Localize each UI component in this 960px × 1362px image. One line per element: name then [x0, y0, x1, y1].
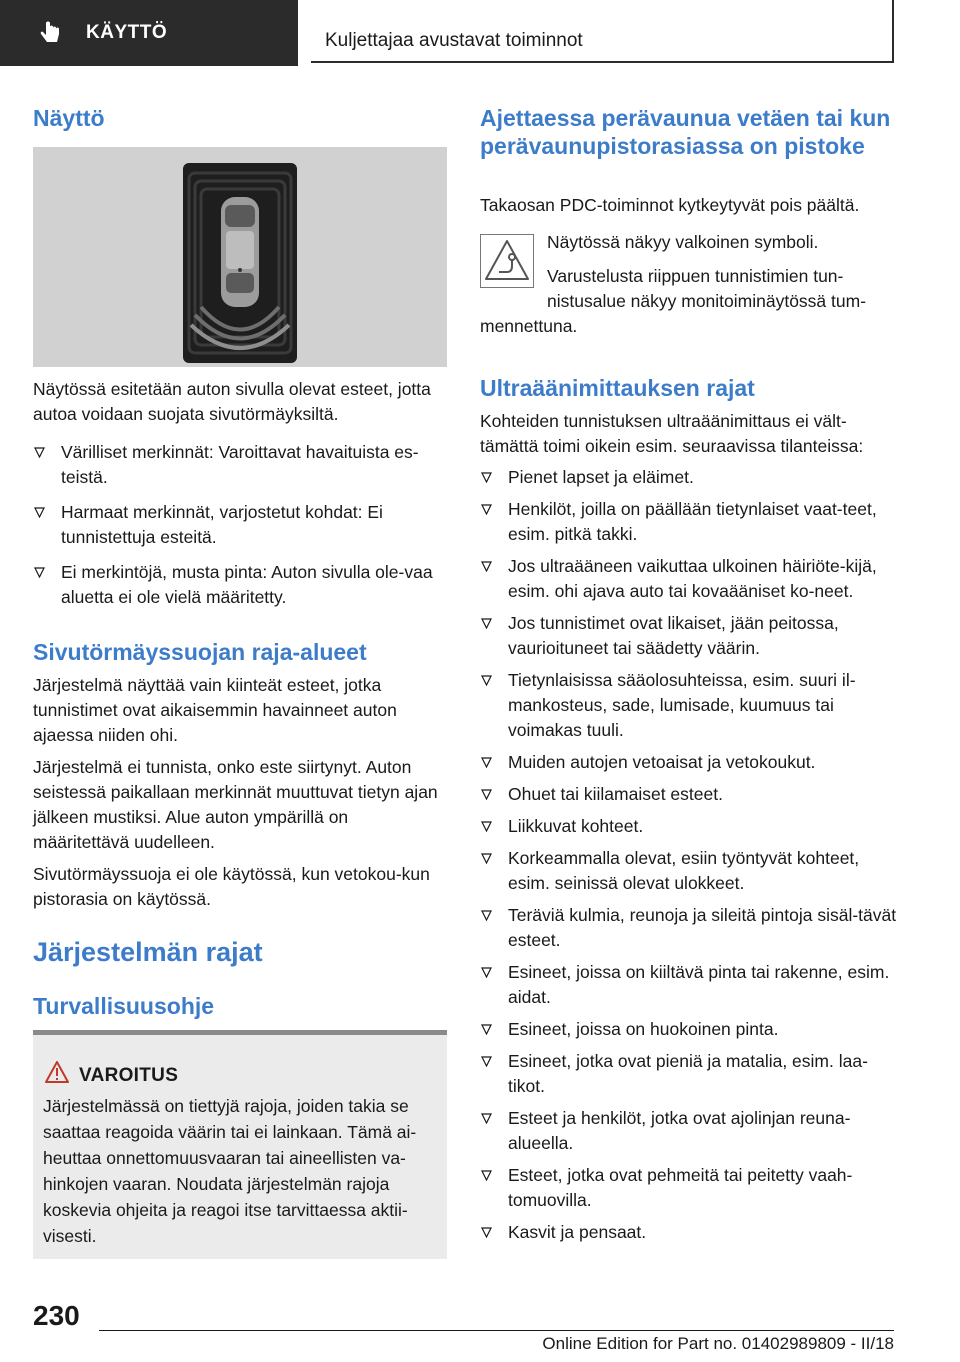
section-header	[0, 0, 298, 66]
list-item: Ohuet tai kiilamaiset esteet.	[480, 782, 900, 807]
chapter-header	[311, 0, 894, 63]
ultrasonic-intro: Kohteiden tunnistuksen ultraäänimittaus ei vält-tämättä toimi oikein esim. seuraavissa tilanteissa:	[480, 411, 864, 456]
footer-divider	[99, 1330, 894, 1331]
list-item: Kasvit ja pensaat.	[480, 1220, 900, 1245]
triangle-bullet-icon	[481, 757, 492, 768]
triangle-bullet-icon	[481, 561, 492, 572]
list-item: Esineet, joissa on huokoinen pinta.	[480, 1017, 900, 1042]
limits-paragraph-3: Sivutörmäyssuoja ei ole käytössä, kun vetokou-kun pistorasia on käytössä.	[33, 864, 430, 909]
triangle-bullet-icon	[481, 1113, 492, 1124]
heading-trailer: Ajettaessa perävaunua vetäen tai kun perävaunupistorasiassa on pistoke	[480, 105, 891, 159]
triangle-bullet-icon	[481, 853, 492, 864]
trailer-warning-icon	[481, 235, 533, 287]
heading-display: Näyttö	[33, 105, 105, 131]
warning-triangle-icon	[45, 1061, 69, 1083]
limits-paragraph-2: Järjestelmä ei tunnista, onko este siirtynyt. Auton seistessä paikallaan merkinnät muuttuvat tietyn ajan jälkeen mustiksi. Alue auton ympärillä on määritettävä uudelleen.	[33, 757, 438, 852]
list-item: Pienet lapset ja eläimet.	[480, 465, 900, 490]
limits-paragraph-1: Järjestelmä näyttää vain kiinteät esteet, jotka tunnistimet ovat aikaisemmin havainneet auton ajaessa niiden ohi.	[33, 675, 397, 745]
trailer-paragraph-1: Takaosan PDC-toiminnot kytkeytyvät pois päältä.	[480, 195, 860, 215]
footer-edition: Online Edition for Part no. 01402989809 - II/18	[542, 1334, 894, 1353]
triangle-bullet-icon	[34, 447, 45, 458]
list-item: Esineet, joissa on kiiltävä pinta tai rakenne, esim. aidat.	[480, 960, 900, 1010]
list-item: Värilliset merkinnät: Varoittavat havaituista es-teistä.	[33, 440, 447, 490]
trailer-paragraph-3-continued: mennettuna.	[480, 316, 578, 336]
triangle-bullet-icon	[481, 789, 492, 800]
page-number: 230	[33, 1300, 80, 1331]
section-title: KÄYTTÖ	[86, 22, 168, 43]
list-item: Muiden autojen vetoaisat ja vetokoukut.	[480, 750, 900, 775]
heading-safety: Turvallisuusohje	[33, 993, 215, 1019]
triangle-bullet-icon	[481, 1170, 492, 1181]
warning-box	[33, 1030, 447, 1259]
list-item: Liikkuvat kohteet.	[480, 814, 900, 839]
list-item: Teräviä kulmia, reunoja ja sileitä pintoja sisäl-tävät esteet.	[480, 903, 900, 953]
heading-limits: Sivutörmäyssuojan raja-alueet	[33, 639, 367, 665]
trailer-paragraph-3: Varustelusta riippuen tunnistimien tun-nistusalue näkyy monitoiminäytössä tum-	[547, 266, 867, 311]
display-bullets	[33, 440, 447, 610]
triangle-bullet-icon	[481, 618, 492, 629]
display-intro: Näytössä esitetään auton sivulla olevat esteet, jotta autoa voidaan suojata sivutörmäyksiltä.	[33, 379, 431, 424]
triangle-bullet-icon	[481, 472, 492, 483]
triangle-bullet-icon	[481, 910, 492, 921]
trailer-paragraph-2: Näytössä näkyy valkoinen symboli.	[547, 232, 819, 252]
trailer-symbol-box	[480, 234, 534, 288]
list-item: Jos ultraääneen vaikuttaa ulkoinen häiriöte-kijä, esim. ohi ajava auto tai kovaääniset ko-neet.	[480, 554, 900, 604]
car-top-view-illustration	[33, 147, 447, 367]
triangle-bullet-icon	[481, 675, 492, 686]
triangle-bullet-icon	[481, 1024, 492, 1035]
warning-title: VAROITUS	[79, 1065, 179, 1086]
warning-text: Järjestelmässä on tiettyjä rajoja, joiden takia se saattaa reagoida väärin tai ei lainkaan. Tämä ai-heuttaa onnettomuusvaaran tai aineellisten va-hinkojen vaaran. Noudata järjestelmän rajoja koskevia ohjeita ja reagoi itse tarvittaessa aktii-visesti.	[43, 1096, 417, 1246]
list-item: Esineet, jotka ovat pieniä ja matalia, esim. laa-tikot.	[480, 1049, 900, 1099]
list-item: Ei merkintöjä, musta pinta: Auton sivulla ole-vaa aluetta ei ole vielä määritetty.	[33, 560, 447, 610]
triangle-bullet-icon	[34, 567, 45, 578]
list-item: Henkilöt, joilla on päällään tietynlaiset vaat-teet, esim. pitkä takki.	[480, 497, 900, 547]
triangle-bullet-icon	[481, 967, 492, 978]
list-item: Tietynlaisissa sääolosuhteissa, esim. suuri il-mankosteus, sade, lumisade, kuumuus tai voimakas tuuli.	[480, 668, 900, 743]
ultrasonic-limits-list	[480, 465, 900, 1245]
triangle-bullet-icon	[481, 821, 492, 832]
heading-ultrasonic-limits: Ultraäänimittauksen rajat	[480, 375, 755, 401]
list-item: Korkeammalla olevat, esiin työntyvät kohteet, esim. seinissä olevat ulokkeet.	[480, 846, 900, 896]
list-item: Harmaat merkinnät, varjostetut kohdat: Ei tunnistettuja esteitä.	[33, 500, 447, 550]
triangle-bullet-icon	[34, 507, 45, 518]
list-item: Esteet ja henkilöt, jotka ovat ajolinjan reuna-alueella.	[480, 1106, 900, 1156]
list-item: Esteet, jotka ovat pehmeitä tai peitetty vaah-tomuovilla.	[480, 1163, 900, 1213]
hand-pointer-icon	[38, 20, 64, 46]
heading-system-limits: Järjestelmän rajat	[33, 937, 263, 967]
triangle-bullet-icon	[481, 504, 492, 515]
triangle-bullet-icon	[481, 1227, 492, 1238]
triangle-bullet-icon	[481, 1056, 492, 1067]
list-item: Jos tunnistimet ovat likaiset, jään peitossa, vaurioituneet tai säädetty väärin.	[480, 611, 900, 661]
chapter-title: Kuljettajaa avustavat toiminnot	[325, 30, 583, 51]
side-protection-display-figure	[33, 147, 447, 367]
